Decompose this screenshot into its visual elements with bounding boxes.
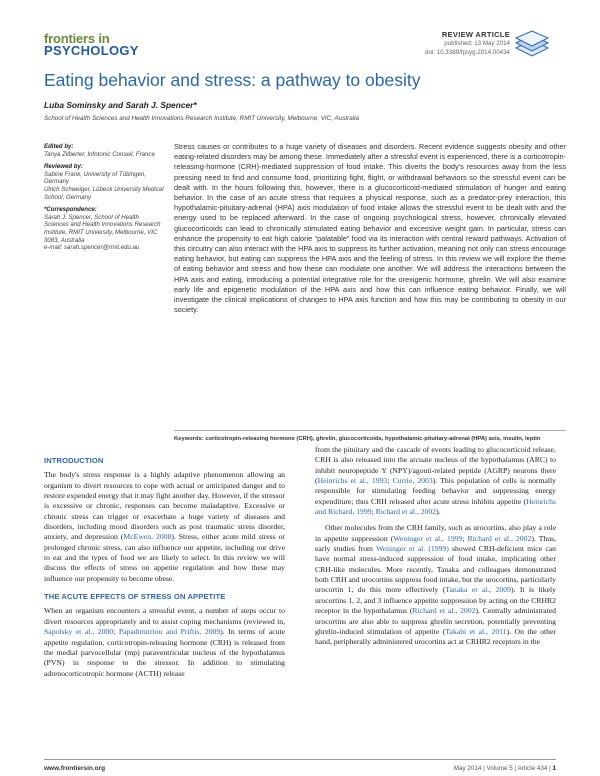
divider [174, 430, 566, 431]
citation-link[interactable]: Heinrichs and Richard, 1999 [315, 496, 556, 517]
brand-line1: frontiers in [44, 31, 110, 46]
issue-info: May 2014 | Volume 5 | Article 434 | [453, 765, 551, 772]
correspondence-address: Sarah J. Spencer, School of Health Sciences and Health Innovations Research Institute, RMIT University, Melbourne, VIC 3083, Australia [44, 213, 161, 244]
citation-link[interactable]: McEwen, 2008 [123, 532, 172, 542]
keywords-list: corticotropin-releasing hormone (CRH), ghrelin, glucocorticoids, hypothalamic-pituitary-adrenal (HPA) axis, insulin, leptin [205, 436, 541, 442]
footer-issue [454, 765, 556, 772]
citation-link[interactable]: Weninger et al. (1999) [376, 544, 449, 554]
article-type: REVIEW ARTICLE [441, 30, 510, 39]
brand-line2: PSYCHOLOGY [44, 43, 139, 58]
correspondence-email[interactable]: e-mail: sarah.spencer@rmit.edu.au [44, 244, 140, 252]
citation-link[interactable]: Richard et al., 2002 [375, 507, 437, 517]
section-heading: INTRODUCTION [44, 456, 104, 465]
edited-by-label: Edited by: [44, 143, 74, 150]
article-type-icon [512, 30, 552, 58]
citation-link[interactable]: Sapolsky et al., 2000 [44, 627, 114, 637]
footer-divider [44, 759, 556, 760]
correspondence-label: *Correspondence: [44, 206, 97, 214]
citation-link[interactable]: Heinrichs et al., 1993 [317, 476, 388, 486]
citation-link[interactable]: Tanaka et al., 2009 [445, 585, 511, 595]
citation-link[interactable]: Takabi et al., 2011 [445, 626, 507, 636]
article-title: Eating behavior and stress: a pathway to obesity [44, 70, 421, 90]
paragraph: When an organism encounters a stressful event, a number of steps occur to divert resources appropriately and to assist coping mechanisms (reviewed in, Sapolsky et al., 2000; Papadimitriou and Priftis, 2009). In terms of acute appetite regulation, corticotropin-releasing hormone (CRH) is released from the medial parvocellular (mp) paraventricular nucleus of the hypothalamus (PVN) in response to the stressor. In addition to stimulating adrenocorticotropic hormone (ACTH) release [44, 606, 286, 678]
affiliation: School of Health Sciences and Health Innovations Research Institute, RMIT University, Melbourne, VIC, Australia [44, 115, 359, 122]
published-date: published: 13 May 2014 [444, 40, 510, 47]
reviewer: Sabine Frank, University of Tübingen, Germany [44, 170, 146, 186]
paragraph: The body's stress response is a highly adaptive phenomenon allowing an organism to divert resources to cope with actual or anticipated danger and to restore expended energy that it may fight another day. However, if the stressor is excessive or chronic, responses can become maladaptive. Excessive or chronic stress can trigger or exacerbate a huge variety of diseases and disorders, including mood disorders such as post traumatic stress disorder, anxiety, and depression (McEwen, 2008). Stress, either acute mild stress or prolonged chronic stress, can also influence our appetite, including our drive to eat and the types of food we are likely to select. In this review we will discuss the effects of stress on appetite regulation and how these may influence our propensity to become obese. [44, 470, 285, 583]
article-meta [425, 30, 510, 57]
doi[interactable]: doi: 10.3389/fpsyg.2014.00434 [425, 49, 510, 56]
citation-link[interactable]: Richard et al., 2002 [467, 533, 532, 543]
keywords [174, 435, 566, 443]
footer-site-link[interactable]: www.frontiersin.org [44, 765, 106, 772]
authors: Luba Sominsky and Sarah J. Spencer* [44, 100, 197, 110]
reviewed-by-label: Reviewed by: [44, 163, 83, 171]
reviewer: Ulrich Schweiger, Lübeck University Medical School, Germany [44, 185, 164, 201]
paragraph: from the pituitary and the cascade of events leading to glucocorticoid release, CRH is also released into the arcuate nucleus of the hypothalamus (ARC) to inhibit neuropeptide Y (NPY)/agouti-related peptide (AGRP) neurons there (Heinrichs et al., 1993; Currie, 2003). This population of cells is normally responsible for stimulating feeding behavior and suppressing energy expenditure; thus CRH released after acute stress inhibits appetite (Heinrichs and Richard, 1999; Richard et al., 2002). [315, 445, 556, 517]
section-heading: THE ACUTE EFFECTS OF STRESS ON APPETITE [44, 592, 226, 602]
body-column-left [44, 456, 285, 679]
citation-link[interactable]: Weninger et al., 1999 [393, 533, 463, 543]
citation-link[interactable]: Currie, 2003 [392, 476, 433, 486]
journal-logo [44, 32, 139, 57]
paragraph: Other molecules from the CRH family, such as urocortins, also play a role in appetite suppression (Weninger et al., 1999; Richard et al., 2002). Thus, early studies from Weninger et al. (1999) showed CRH-deficient mice can have normal stress-induced suppression of food intake, implicating other CRH-like molecules. More recently, Tanaka and colleagues demonstrated both CRH and urocortins suppress food intake, but the urocortins, particularly urocortin 1, do this more effectively (Tanaka et al., 2009). It is likely urocortins 1, 2, and 3 influence appetite suppression by acting on the CRHR2 receptor in the hypothalamus (Richard et al., 2002). Centrally administrated urocortins are also able to suppress ghrelin secretion, potentially preventing ghrelin-induced stimulation of appetite (Takabi et al., 2011). On the other hand, peripherally administered urocortins act at CRHR2 receptors in the [315, 523, 556, 647]
editorial-sidebar [44, 143, 164, 257]
citation-link[interactable]: Papadimitriou and Priftis, 2009 [118, 627, 221, 637]
body-column-right [315, 445, 556, 648]
abstract: Stress causes or contributes to a huge variety of diseases and disorders. Recent evidence suggests obesity and other eating-related disorders may be among these. Immediately after a stressful event is experienced, there is a corticotropin-releasing-hormone (CRH)-mediated suppression of food intake. This diverts the body's resources away from the less pressing need to find and consume food, prioritizing fight, flight, or withdrawal behaviors so the stressful event can be dealt with. In the hours following this, however, there is a glucocorticoid-mediated stimulation of hunger and eating behavior. In the case of an acute stress that requires a physical response, such as a predator-prey interaction, this hypothalamic-pituitary-adrenal (HPA) axis modulation of food intake allows the stressful event to be dealt with and the energy used to be replaced afterward. In the case of ongoing psychological stress, however, chronically elevated glucocorticoids can lead to chronically stimulated eating behavior and excessive weight gain. In particular, stress can enhance the propensity to eat high calorie “palatable” food via its interaction with central reward pathways. Activation of this circuitry can also interact with the HPA axis to suppress its further activation, meaning not only can stress encourage eating behavior, but eating can suppress the HPA axis and the feeling of stress. In this review we will explore the theme of eating behavior and stress and how these can modulate one another. We will address the interactions between the HPA axis and eating, introducing a potential integrative role for the orexigenic hormone, ghrelin. We will also examine early life and epigenetic modulation of the HPA axis and how this can influence eating behavior. Finally, we will investigate the clinical implications of changes to HPA axis function and how this may be contributing to obesity in our society. [174, 142, 566, 315]
keywords-label: Keywords: [174, 436, 204, 442]
editor: Tanya Zilberter, Infotonic Conseil, France [44, 150, 155, 158]
page-number: 1 [552, 765, 556, 772]
citation-link[interactable]: Richard et al., 2002 [412, 606, 476, 616]
